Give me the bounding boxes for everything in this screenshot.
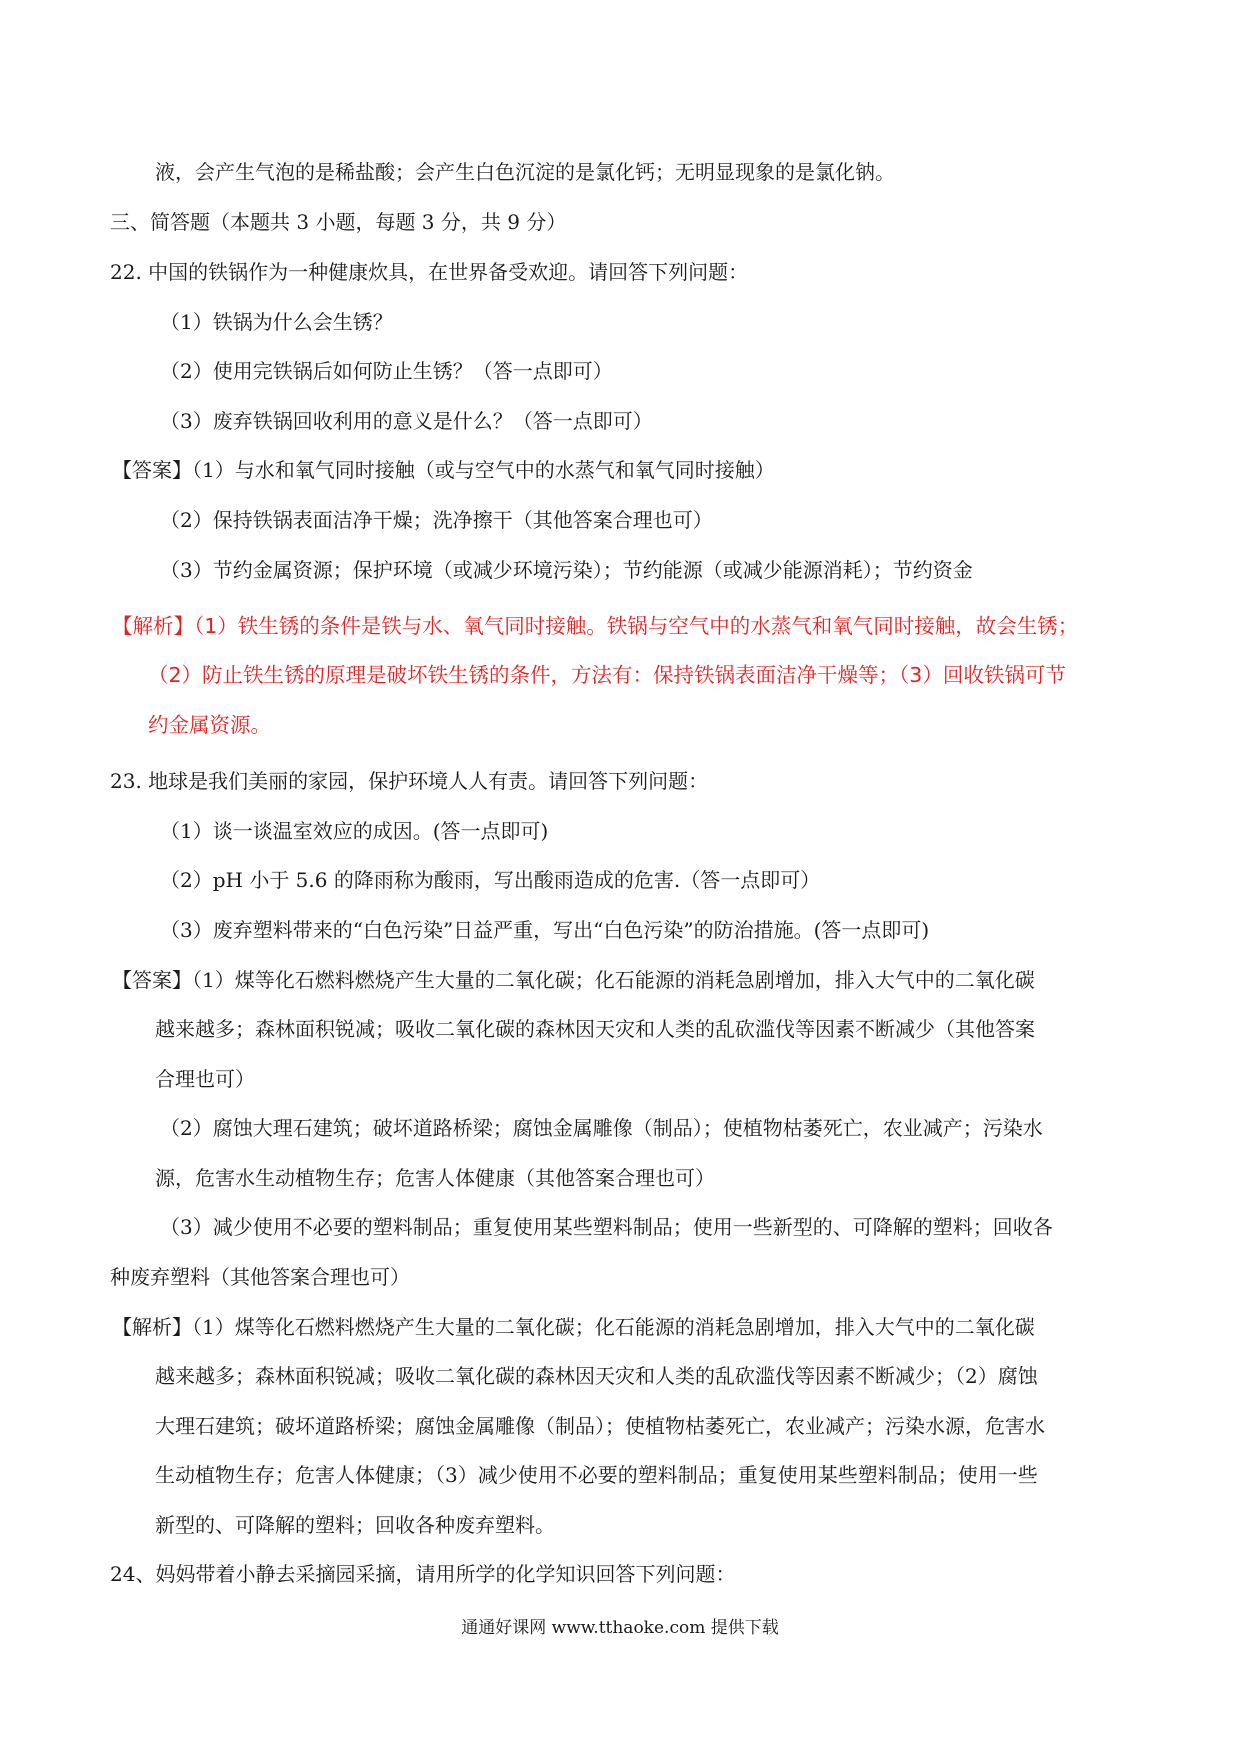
question-23-part-2: （2）pH 小于 5.6 的降雨称为酸雨，写出酸雨造成的危害.（答一点即可）: [160, 868, 821, 892]
analysis-23-line-1: 【解析】（1）煤等化石燃料燃烧产生大量的二氧化碳；化石能源的消耗急剧增加，排入大气中的二氧化碳: [112, 1315, 1035, 1339]
answer-22-part-2: （2）保持铁锅表面洁净干燥；洗净擦干（其他答案合理也可）: [160, 508, 713, 532]
question-24: 24、妈妈带着小静去采摘园采摘，请用所学的化学知识回答下列问题：: [110, 1562, 736, 1586]
text-line: 液，会产生气泡的是稀盐酸；会产生白色沉淀的是氯化钙；无明显现象的是氯化钠。: [155, 160, 895, 184]
analysis-22-line-1: 【解析】（1）铁生锈的条件是铁与水、氧气同时接触。铁锅与空气中的水蒸气和氧气同时接触，故会生锈；: [112, 614, 1079, 638]
section-heading: 三、简答题（本题共 3 小题，每题 3 分，共 9 分）: [110, 210, 567, 234]
question-22: 22. 中国的铁锅作为一种健康炊具，在世界备受欢迎。请回答下列问题：: [110, 260, 749, 284]
question-23: 23. 地球是我们美丽的家园，保护环境人人有责。请回答下列问题：: [110, 769, 709, 793]
analysis-23-line-2: 越来越多；森林面积锐减；吸收二氧化碳的森林因天灾和人类的乱砍滥伐等因素不断减少；（2）腐蚀: [155, 1364, 1038, 1388]
page-footer: 通通好课网 www.tthaoke.com 提供下载: [461, 1618, 779, 1638]
question-23-part-3: （3）废弃塑料带来的“白色污染”日益严重，写出“白色污染”的防治措施。(答一点即可): [160, 918, 930, 942]
analysis-23-line-4: 生动植物生存；危害人体健康；（3）减少使用不必要的塑料制品；重复使用某些塑料制品；使用一些: [155, 1463, 1038, 1487]
answer-23-line-6: （3）减少使用不必要的塑料制品；重复使用某些塑料制品；使用一些新型的、可降解的塑料；回收各: [160, 1215, 1053, 1239]
answer-23-line-4: （2）腐蚀大理石建筑；破坏道路桥梁；腐蚀金属雕像（制品）；使植物枯萎死亡，农业减产；污染水: [160, 1116, 1043, 1140]
analysis-23-line-3: 大理石建筑；破坏道路桥梁；腐蚀金属雕像（制品）；使植物枯萎死亡，农业减产；污染水源，危害水: [155, 1414, 1045, 1438]
answer-23-line-5: 源，危害水生动植物生存；危害人体健康（其他答案合理也可）: [155, 1166, 715, 1190]
question-22-part-3: （3）废弃铁锅回收利用的意义是什么？（答一点即可）: [160, 409, 653, 433]
analysis-22-line-3: 约金属资源。: [148, 713, 271, 737]
answer-22-part-1: 【答案】（1）与水和氧气同时接触（或与空气中的水蒸气和氧气同时接触）: [112, 458, 775, 482]
question-22-part-1: （1）铁锅为什么会生锈？: [160, 310, 393, 334]
answer-23-line-7: 种废弃塑料（其他答案合理也可）: [110, 1265, 410, 1289]
analysis-22-line-2: （2）防止铁生锈的原理是破坏铁生锈的条件，方法有：保持铁锅表面洁净干燥等；（3）回收铁锅可节: [148, 663, 1066, 687]
question-23-part-1: （1）谈一谈温室效应的成因。(答一点即可): [160, 819, 549, 843]
answer-22-part-3: （3）节约金属资源；保护环境（或减少环境污染）；节约能源（或减少能源消耗）；节约资金: [160, 558, 973, 582]
answer-23-line-2: 越来越多；森林面积锐减；吸收二氧化碳的森林因天灾和人类的乱砍滥伐等因素不断减少（其他答案: [155, 1017, 1035, 1041]
answer-23-line-3: 合理也可）: [155, 1067, 255, 1091]
answer-23-line-1: 【答案】（1）煤等化石燃料燃烧产生大量的二氧化碳；化石能源的消耗急剧增加，排入大气中的二氧化碳: [112, 968, 1035, 992]
analysis-23-line-5: 新型的、可降解的塑料；回收各种废弃塑料。: [155, 1513, 555, 1537]
question-22-part-2: （2）使用完铁锅后如何防止生锈？（答一点即可）: [160, 359, 613, 383]
